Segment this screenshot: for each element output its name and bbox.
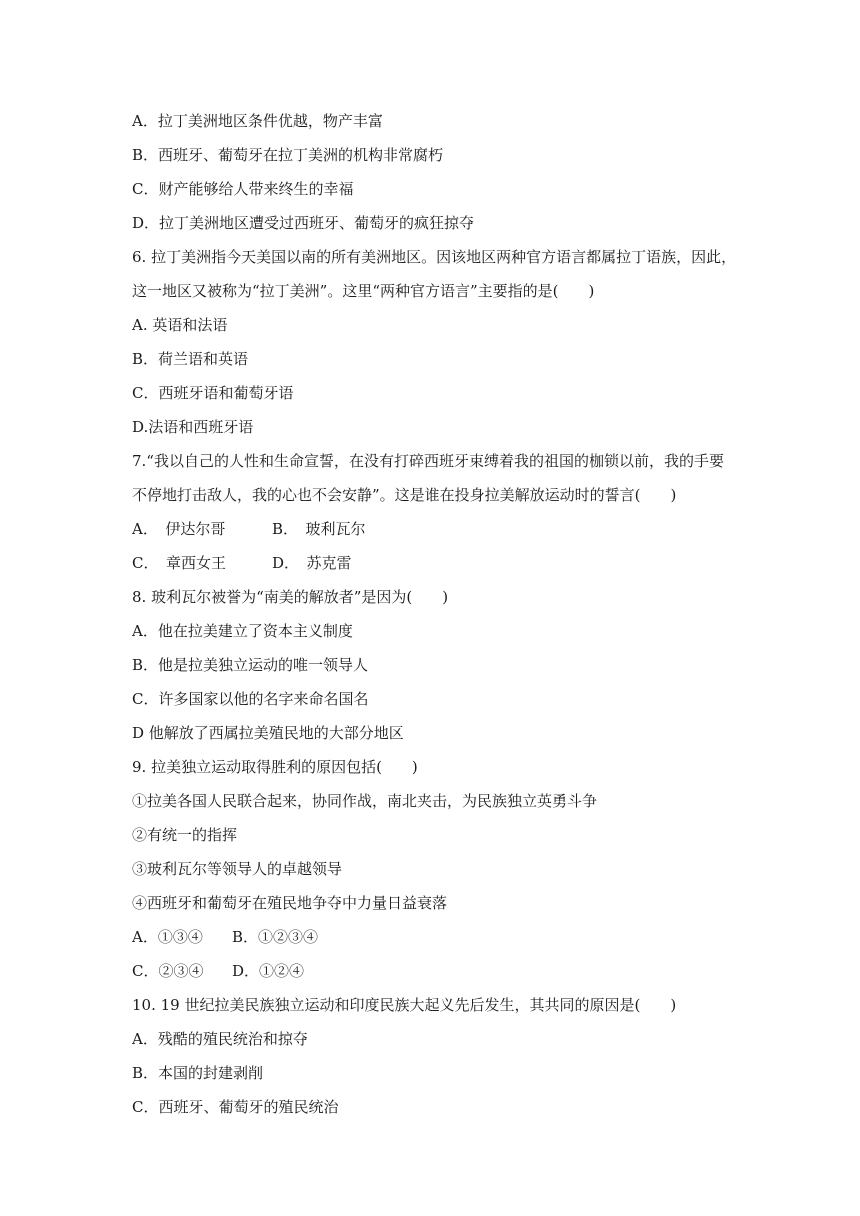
q5-option-b: B．西班牙、葡萄牙在拉丁美洲的机构非常腐朽: [132, 146, 444, 164]
q8-stem: 8. 玻利瓦尔被誉为“南美的解放者”是因为( ): [132, 588, 449, 606]
q9-statement-3: ③玻利瓦尔等领导人的卓越领导: [132, 860, 343, 878]
q6-stem-line-2: 这一地区又被称为“拉丁美洲”。这里“两种官方语言”主要指的是( ): [132, 282, 595, 300]
q5-option-c: C．财产能够给人带来终生的幸福: [132, 180, 354, 198]
q6-option-a: A. 英语和法语: [132, 316, 228, 334]
q6-stem-line-1: 6. 拉丁美洲指今天美国以南的所有美洲地区。因该地区两种官方语言都属拉丁语族，因此，: [132, 248, 737, 266]
q9-options-row-2: [132, 961, 304, 981]
q5-option-d: D．拉丁美洲地区遭受过西班牙、葡萄牙的疯狂掠夺: [132, 214, 475, 232]
q7-stem-line-2: 不停地打击敌人，我的心也不会安静”。这是谁在投身拉美解放运动时的誓言( ): [132, 486, 677, 504]
q9-statement-2: ②有统一的指挥: [132, 826, 238, 844]
q7-options-row-2: [132, 553, 352, 573]
q8-option-c: C．许多国家以他的名字来命名国名: [132, 690, 369, 708]
q10-stem: 10. 19 世纪拉美民族独立运动和印度民族大起义先后发生，其共同的原因是( ): [132, 996, 677, 1014]
q8-option-a: A．他在拉美建立了资本主义制度: [132, 622, 353, 640]
q10-option-c: C．西班牙、葡萄牙的殖民统治: [132, 1098, 339, 1116]
q8-option-d: D 他解放了西属拉美殖民地的大部分地区: [132, 724, 404, 742]
q6-option-b: B．荷兰语和英语: [132, 350, 249, 368]
q5-option-a: A．拉丁美洲地区条件优越，物产丰富: [132, 112, 383, 130]
q9-options-row-1: [132, 927, 318, 947]
q7-option-d: D． 苏克雷: [272, 554, 352, 572]
q9-statement-1: ①拉美各国人民联合起来，协同作战，南北夹击，为民族独立英勇斗争: [132, 792, 598, 810]
q10-option-b: B．本国的封建剥削: [132, 1064, 264, 1082]
q6-option-d: D.法语和西班牙语: [132, 418, 254, 436]
q7-stem-line-1: 7.“我以自己的人性和生命宣誓，在没有打碎西班牙束缚着我的祖国的枷锁以前，我的手要: [132, 452, 724, 470]
q8-option-b: B．他是拉美独立运动的唯一领导人: [132, 656, 369, 674]
q9-option-b: B．①②③④: [232, 928, 319, 946]
q9-option-d: D．①②④: [232, 962, 305, 980]
q7-option-a: A． 伊达尔哥: [132, 520, 226, 538]
q7-option-c: C． 章西女王: [132, 554, 226, 572]
q9-option-c: C．②③④: [132, 962, 204, 980]
q9-option-a: A．①③④: [132, 928, 203, 946]
q7-option-b: B． 玻利瓦尔: [272, 520, 366, 538]
q9-stem: 9. 拉美独立运动取得胜利的原因包括( ): [132, 758, 418, 776]
q9-statement-4: ④西班牙和葡萄牙在殖民地争夺中力量日益衰落: [132, 894, 448, 912]
q7-options-row-1: [132, 519, 366, 539]
q10-option-a: A．残酷的殖民统治和掠夺: [132, 1030, 308, 1048]
q6-option-c: C．西班牙语和葡萄牙语: [132, 384, 294, 402]
